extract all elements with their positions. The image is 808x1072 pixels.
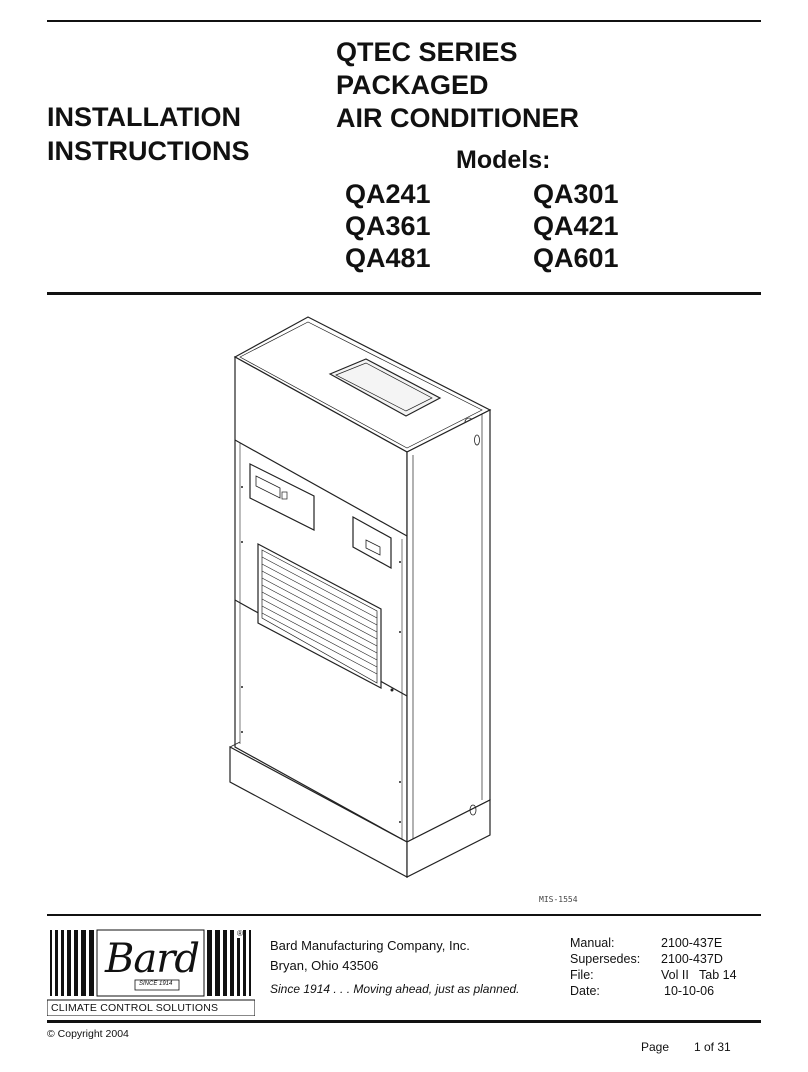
footer-rule <box>47 914 761 916</box>
product-line-2: PACKAGED <box>336 70 489 100</box>
company-name: Bard Manufacturing Company, Inc. <box>270 938 470 953</box>
model-code: QA601 <box>533 243 619 273</box>
meta-label: Manual: <box>570 936 615 950</box>
company-city: Bryan, Ohio 43506 <box>270 958 379 973</box>
meta-label: Supersedes: <box>570 952 641 966</box>
meta-value: 2100-437D <box>661 952 723 966</box>
model-code: QA241 <box>345 179 431 209</box>
meta-value: Vol II Tab 14 <box>661 968 737 982</box>
copyright: © Copyright 2004 <box>47 1028 129 1040</box>
logo-registered: ® <box>237 929 243 938</box>
top-rule <box>47 20 761 22</box>
meta-label: Date: <box>570 984 600 998</box>
doc-type-title <box>47 100 250 168</box>
models-label: Models: <box>456 146 551 174</box>
model-code: QA481 <box>345 243 431 273</box>
logo-tagline: CLIMATE CONTROL SOLUTIONS <box>51 1002 219 1014</box>
model-code: QA301 <box>533 179 619 209</box>
header-rule <box>47 292 761 295</box>
logo-brand: Bard <box>105 936 199 982</box>
meta-value: 10-10-06 <box>664 984 715 998</box>
unit-illustration <box>220 312 520 892</box>
product-line-3: AIR CONDITIONER <box>336 103 579 133</box>
logo-since: SINCE 1914 <box>139 981 173 987</box>
model-code: QA421 <box>533 211 619 241</box>
product-line-1: QTEC SERIES <box>336 37 518 67</box>
company-slogan: Since 1914 . . . Moving ahead, just as planned. <box>270 982 520 996</box>
company-info <box>270 936 470 976</box>
meta-label: File: <box>570 968 594 982</box>
figure-id: MIS-1554 <box>539 895 578 904</box>
bottom-rule <box>47 1020 761 1023</box>
product-title <box>336 36 579 135</box>
doc-type-line-1: INSTALLATION <box>47 102 241 132</box>
doc-type-line-2: INSTRUCTIONS <box>47 136 250 166</box>
page-number: 1 of 31 <box>694 1040 731 1054</box>
bard-logo <box>47 928 255 1016</box>
page-label: Page <box>641 1040 670 1054</box>
model-code: QA361 <box>345 211 431 241</box>
meta-value: 2100-437E <box>661 936 723 950</box>
